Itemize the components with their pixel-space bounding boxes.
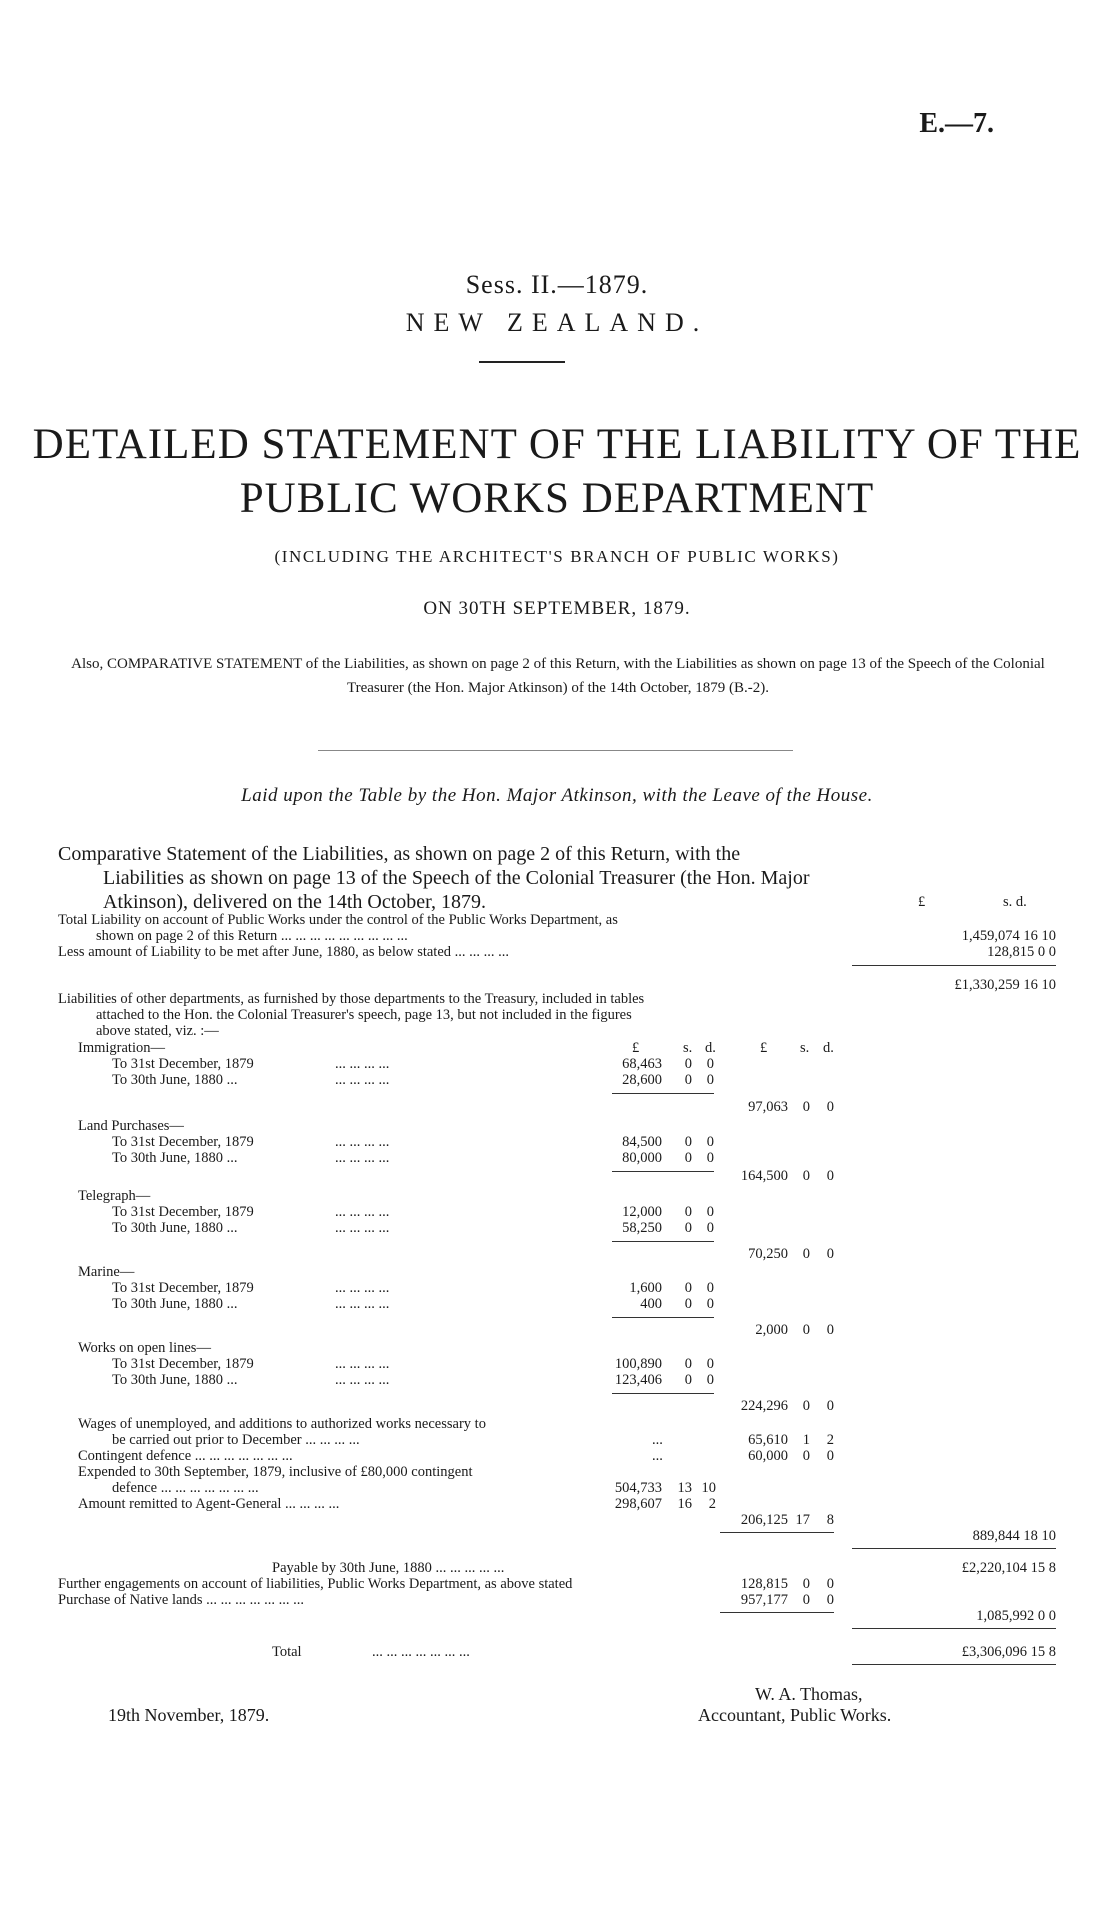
signatory-name: W. A. Thomas,	[755, 1684, 863, 1704]
row-d: 0	[706, 1372, 714, 1388]
less-value: 128,815 0 0	[987, 944, 1056, 960]
row-label: To 30th June, 1880 ...	[112, 1296, 238, 1312]
other-line-2: attached to the Hon. the Colonial Treasurer's speech, page 13, but not included in the figures	[96, 1007, 632, 1023]
row-dots: ... ... ... ...	[335, 1072, 390, 1088]
group-total-pounds: 97,063	[748, 1099, 788, 1115]
sub-header-s: s.	[683, 1040, 693, 1056]
wages-d: 2	[826, 1432, 834, 1448]
total-liability-value: 1,459,074 16 10	[961, 928, 1056, 944]
row-d: 0	[706, 1134, 714, 1150]
expended-line-2: defence ... ... ... ... ... ... ...	[112, 1480, 259, 1496]
row-pounds: 12,000	[622, 1204, 662, 1220]
row-dots: ... ... ... ...	[335, 1372, 390, 1388]
group-total-s: 0	[802, 1322, 810, 1338]
contingent-dots: ...	[652, 1448, 663, 1464]
group-total-s: 0	[802, 1168, 810, 1184]
laid-note: Laid upon the Table by the Hon. Major Atkinson, with the Leave of the House.	[241, 785, 873, 806]
row-d: 0	[706, 1296, 714, 1312]
header-rule	[479, 361, 565, 363]
native-d: 0	[826, 1592, 834, 1608]
further-s: 0	[802, 1576, 810, 1592]
native-pounds: 957,177	[740, 1592, 788, 1608]
row-d: 0	[706, 1150, 714, 1166]
title-line-1: DETAILED STATEMENT OF THE LIABILITY OF THE	[32, 421, 1082, 468]
payable-line: Payable by 30th June, 1880 ... ... ... ... ...	[272, 1560, 505, 1576]
row-d: 0	[706, 1280, 714, 1296]
comparative-heading	[58, 842, 1058, 914]
group-total-d: 0	[826, 1398, 834, 1414]
group-rule	[612, 1393, 714, 1394]
grand-total: £3,306,096 15 8	[961, 1644, 1056, 1660]
row-pounds: 68,463	[622, 1056, 662, 1072]
row-pounds: 80,000	[622, 1150, 662, 1166]
row-pounds: 123,406	[614, 1372, 662, 1388]
row-dots: ... ... ... ...	[335, 1204, 390, 1220]
group-name: Telegraph—	[78, 1188, 151, 1204]
group-rule	[612, 1093, 714, 1094]
expended-s: 13	[677, 1480, 692, 1496]
wages-dots: ...	[652, 1432, 663, 1448]
group-name: Works on open lines—	[78, 1340, 211, 1356]
row-label: To 31st December, 1879	[112, 1204, 254, 1220]
heading-line-3: Atkinson), delivered on the 14th October, 1879.	[103, 891, 487, 913]
row-dots: ... ... ... ...	[335, 1280, 390, 1296]
other-line-3: above stated, viz. :—	[96, 1023, 219, 1039]
after-total: 1,085,992 0 0	[976, 1608, 1056, 1624]
divider-rule	[318, 750, 793, 751]
contingent-line: Contingent defence ... ... ... ... ... ... ...	[78, 1448, 293, 1464]
group-total-d: 0	[826, 1322, 834, 1338]
page-id: E.—7.	[919, 108, 994, 139]
other-total-rule	[852, 1548, 1056, 1549]
grand-total-rule	[852, 1628, 1056, 1629]
row-s: 0	[684, 1296, 692, 1312]
signatory-role: Accountant, Public Works.	[698, 1705, 892, 1725]
group-total-s: 0	[802, 1246, 810, 1262]
group-rule	[612, 1317, 714, 1318]
row-label: To 31st December, 1879	[112, 1134, 254, 1150]
total-dots: ... ... ... ... ... ... ...	[372, 1644, 470, 1660]
row-pounds: 400	[640, 1296, 662, 1312]
row-pounds: 58,250	[622, 1220, 662, 1236]
row-dots: ... ... ... ...	[335, 1220, 390, 1236]
sub-header-d-2: d.	[823, 1040, 834, 1056]
native-rule	[720, 1612, 834, 1613]
sub-header-pounds: £	[632, 1040, 640, 1056]
wages-line-2: be carried out prior to December ... ... ... ...	[112, 1432, 360, 1448]
row-label: To 31st December, 1879	[112, 1280, 254, 1296]
row-pounds: 100,890	[614, 1356, 662, 1372]
title-line-2: PUBLIC WORKS DEPARTMENT	[239, 475, 875, 522]
group-total-d: 0	[826, 1168, 834, 1184]
row-s: 0	[684, 1356, 692, 1372]
native-s: 0	[802, 1592, 810, 1608]
row-s: 0	[684, 1372, 692, 1388]
row-s: 0	[684, 1150, 692, 1166]
wages-pounds: 65,610	[748, 1432, 788, 1448]
footer-date: 19th November, 1879.	[108, 1705, 270, 1725]
group-total-s: 0	[802, 1099, 810, 1115]
grand-total-underline	[852, 1664, 1056, 1665]
group-total-d: 0	[826, 1099, 834, 1115]
group-name: Immigration—	[78, 1040, 165, 1056]
row-label: To 30th June, 1880 ...	[112, 1220, 238, 1236]
row-pounds: 84,500	[622, 1134, 662, 1150]
row-label: To 30th June, 1880 ...	[112, 1072, 238, 1088]
group-total-pounds: 2,000	[755, 1322, 788, 1338]
sub-header-d: d.	[705, 1040, 716, 1056]
heading-line-1: Comparative Statement of the Liabilities, as shown on page 2 of this Return, with the	[58, 843, 741, 865]
net-rule	[852, 965, 1056, 966]
misc-total-s: 17	[795, 1512, 810, 1528]
col-header-pounds: £	[918, 894, 926, 910]
contingent-d: 0	[826, 1448, 834, 1464]
row-s: 0	[684, 1220, 692, 1236]
row-s: 0	[684, 1072, 692, 1088]
other-line-1: Liabilities of other departments, as furnished by those departments to the Treasury, included in tables	[58, 991, 645, 1007]
row-dots: ... ... ... ...	[335, 1056, 390, 1072]
row-label: To 31st December, 1879	[112, 1356, 254, 1372]
misc-total-pounds: 206,125	[740, 1512, 788, 1528]
row-s: 0	[684, 1134, 692, 1150]
wages-s: 1	[802, 1432, 810, 1448]
remitted-d: 2	[708, 1496, 716, 1512]
col-header-sd: s. d.	[1003, 894, 1027, 910]
row-s: 0	[684, 1204, 692, 1220]
group-total-s: 0	[802, 1398, 810, 1414]
less-line: Less amount of Liability to be met after June, 1880, as below stated ... ... ... ...	[58, 944, 510, 960]
total-liability-line-1: Total Liability on account of Public Works under the control of the Public Works Department, as	[58, 912, 618, 928]
row-dots: ... ... ... ...	[335, 1356, 390, 1372]
country-label: NEW ZEALAND.	[405, 308, 709, 337]
expended-d: 10	[701, 1480, 716, 1496]
row-pounds: 28,600	[622, 1072, 662, 1088]
row-s: 0	[684, 1280, 692, 1296]
further-d: 0	[826, 1576, 834, 1592]
group-rule	[612, 1171, 714, 1172]
group-rule	[612, 1241, 714, 1242]
total-label: Total	[272, 1644, 302, 1660]
heading-line-2: Liabilities as shown on page 13 of the Speech of the Colonial Treasurer (the Hon. Major	[103, 867, 810, 889]
contingent-s: 0	[802, 1448, 810, 1464]
expended-pounds: 504,733	[614, 1480, 662, 1496]
row-d: 0	[706, 1072, 714, 1088]
row-label: To 31st December, 1879	[112, 1056, 254, 1072]
group-name: Marine—	[78, 1264, 135, 1280]
payable-value: £2,220,104 15 8	[961, 1560, 1056, 1576]
row-dots: ... ... ... ...	[335, 1296, 390, 1312]
statement-date: ON 30TH SEPTEMBER, 1879.	[423, 598, 691, 619]
group-total-pounds: 224,296	[740, 1398, 788, 1414]
also-paragraph: Also, COMPARATIVE STATEMENT of the Liabilities, as shown on page 2 of this Return, with the Liabilities as shown on page 13 of the Speech of the Colonial Treasurer (the Hon. Major Atkinson) of the 14th October, 1879 (B.-2).	[71, 656, 1045, 696]
row-dots: ... ... ... ...	[335, 1134, 390, 1150]
row-label: To 30th June, 1880 ...	[112, 1150, 238, 1166]
further-line: Further engagements on account of liabilities, Public Works Department, as above stated	[58, 1576, 573, 1592]
remitted-line: Amount remitted to Agent-General ... ... ... ...	[78, 1496, 340, 1512]
native-line: Purchase of Native lands ... ... ... ... ... ... ...	[58, 1592, 305, 1608]
contingent-pounds: 60,000	[748, 1448, 788, 1464]
row-label: To 30th June, 1880 ...	[112, 1372, 238, 1388]
misc-total-d: 8	[826, 1512, 834, 1528]
sub-header-s-2: s.	[800, 1040, 810, 1056]
row-dots: ... ... ... ...	[335, 1150, 390, 1166]
row-d: 0	[706, 1356, 714, 1372]
expended-line-1: Expended to 30th September, 1879, inclusive of £80,000 contingent	[78, 1464, 473, 1480]
row-d: 0	[706, 1204, 714, 1220]
misc-rule	[720, 1532, 834, 1533]
group-total-d: 0	[826, 1246, 834, 1262]
group-total-pounds: 164,500	[740, 1168, 788, 1184]
further-pounds: 128,815	[740, 1576, 788, 1592]
net-value: £1,330,259 16 10	[954, 977, 1056, 993]
session-label: Sess. II.—1879.	[465, 270, 649, 299]
total-liability-line-2: shown on page 2 of this Return ... ... ... ... ... ... ... ... ...	[96, 928, 408, 944]
sub-header-pounds-2: £	[760, 1040, 768, 1056]
group-name: Land Purchases—	[78, 1118, 184, 1134]
remitted-pounds: 298,607	[614, 1496, 662, 1512]
row-pounds: 1,600	[629, 1280, 662, 1296]
subtitle: (INCLUDING THE ARCHITECT'S BRANCH OF PUBLIC WORKS)	[274, 547, 840, 566]
row-d: 0	[706, 1056, 714, 1072]
row-s: 0	[684, 1056, 692, 1072]
wages-line-1: Wages of unemployed, and additions to authorized works necessary to	[78, 1416, 486, 1432]
other-total: 889,844 18 10	[972, 1528, 1056, 1544]
row-d: 0	[706, 1220, 714, 1236]
group-total-pounds: 70,250	[748, 1246, 788, 1262]
remitted-s: 16	[677, 1496, 692, 1512]
